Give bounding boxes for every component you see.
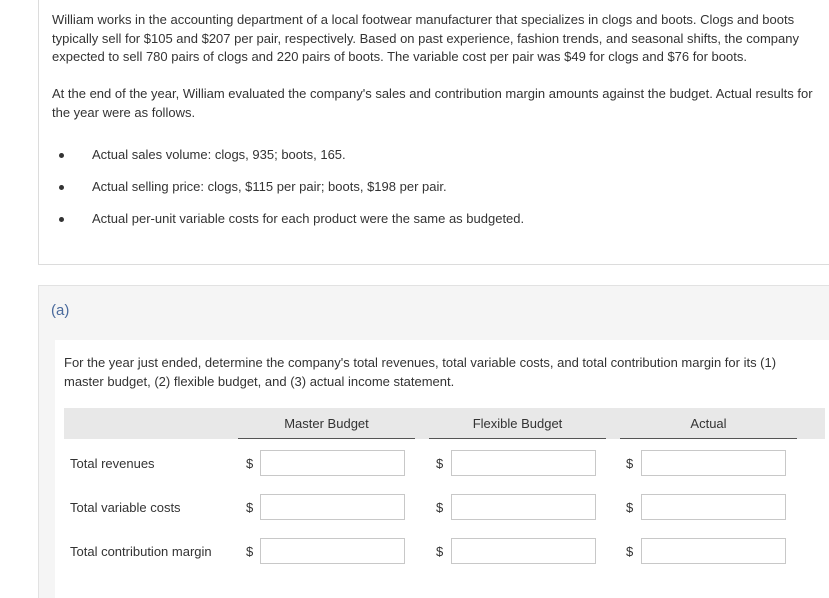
master-total-revenues-input[interactable] (260, 450, 405, 476)
dollar-sign: $ (626, 456, 634, 471)
bullet-text: Actual per-unit variable costs for each product were the same as budgeted. (92, 211, 525, 226)
dollar-sign: $ (626, 544, 634, 559)
bullet-icon (59, 153, 64, 158)
actual-total-revenues-input[interactable] (641, 450, 786, 476)
bullet-icon (59, 217, 64, 222)
actual-total-contribution-margin-input[interactable] (641, 538, 786, 564)
bullet-text: Actual sales volume: clogs, 935; boots, 165. (92, 147, 346, 162)
master-total-variable-costs-input[interactable] (260, 494, 405, 520)
row-label-total-contribution-margin: Total contribution margin (70, 544, 212, 559)
dollar-sign: $ (436, 456, 444, 471)
flexible-total-revenues-input[interactable] (451, 450, 596, 476)
dollar-sign: $ (246, 500, 254, 515)
master-total-contribution-margin-input[interactable] (260, 538, 405, 564)
list-item (52, 146, 792, 178)
column-header-actual: Actual (620, 408, 797, 439)
list-item (52, 178, 792, 210)
problem-paragraph-1: William works in the accounting department of a local footwear manufacturer that specializes in clogs and boots. Clogs and boots typically sell for $105 and $207 per pair, respectively. Based on past experience, fashion trends, and seasonal shifts, the company expected to sell 780 pairs of clogs and 220 pairs of boots. The variable cost per pair was $49 for clogs and $76 for boots. (52, 12, 799, 64)
bullet-text: Actual selling price: clogs, $115 per pair; boots, $198 per pair. (92, 179, 447, 194)
actual-results-list (52, 146, 792, 242)
bullet-icon (59, 185, 64, 190)
dollar-sign: $ (246, 456, 254, 471)
problem-paragraph-2: At the end of the year, William evaluated the company's sales and contribution margin amounts against the budget. Actual results for the year were as follows. (52, 86, 813, 120)
part-a-instructions: For the year just ended, determine the company's total revenues, total variable costs, and total contribution margin for its (1) master budget, (2) flexible budget, and (3) actual income statement. (64, 355, 777, 389)
list-item (52, 210, 792, 242)
flexible-total-variable-costs-input[interactable] (451, 494, 596, 520)
column-header-master-budget: Master Budget (238, 408, 415, 439)
dollar-sign: $ (626, 500, 634, 515)
dollar-sign: $ (436, 544, 444, 559)
flexible-total-contribution-margin-input[interactable] (451, 538, 596, 564)
part-a-label: (a) (51, 302, 70, 319)
row-label-total-revenues: Total revenues (70, 456, 155, 471)
row-label-total-variable-costs: Total variable costs (70, 500, 181, 515)
column-header-flexible-budget: Flexible Budget (429, 408, 606, 439)
dollar-sign: $ (436, 500, 444, 515)
actual-total-variable-costs-input[interactable] (641, 494, 786, 520)
dollar-sign: $ (246, 544, 254, 559)
